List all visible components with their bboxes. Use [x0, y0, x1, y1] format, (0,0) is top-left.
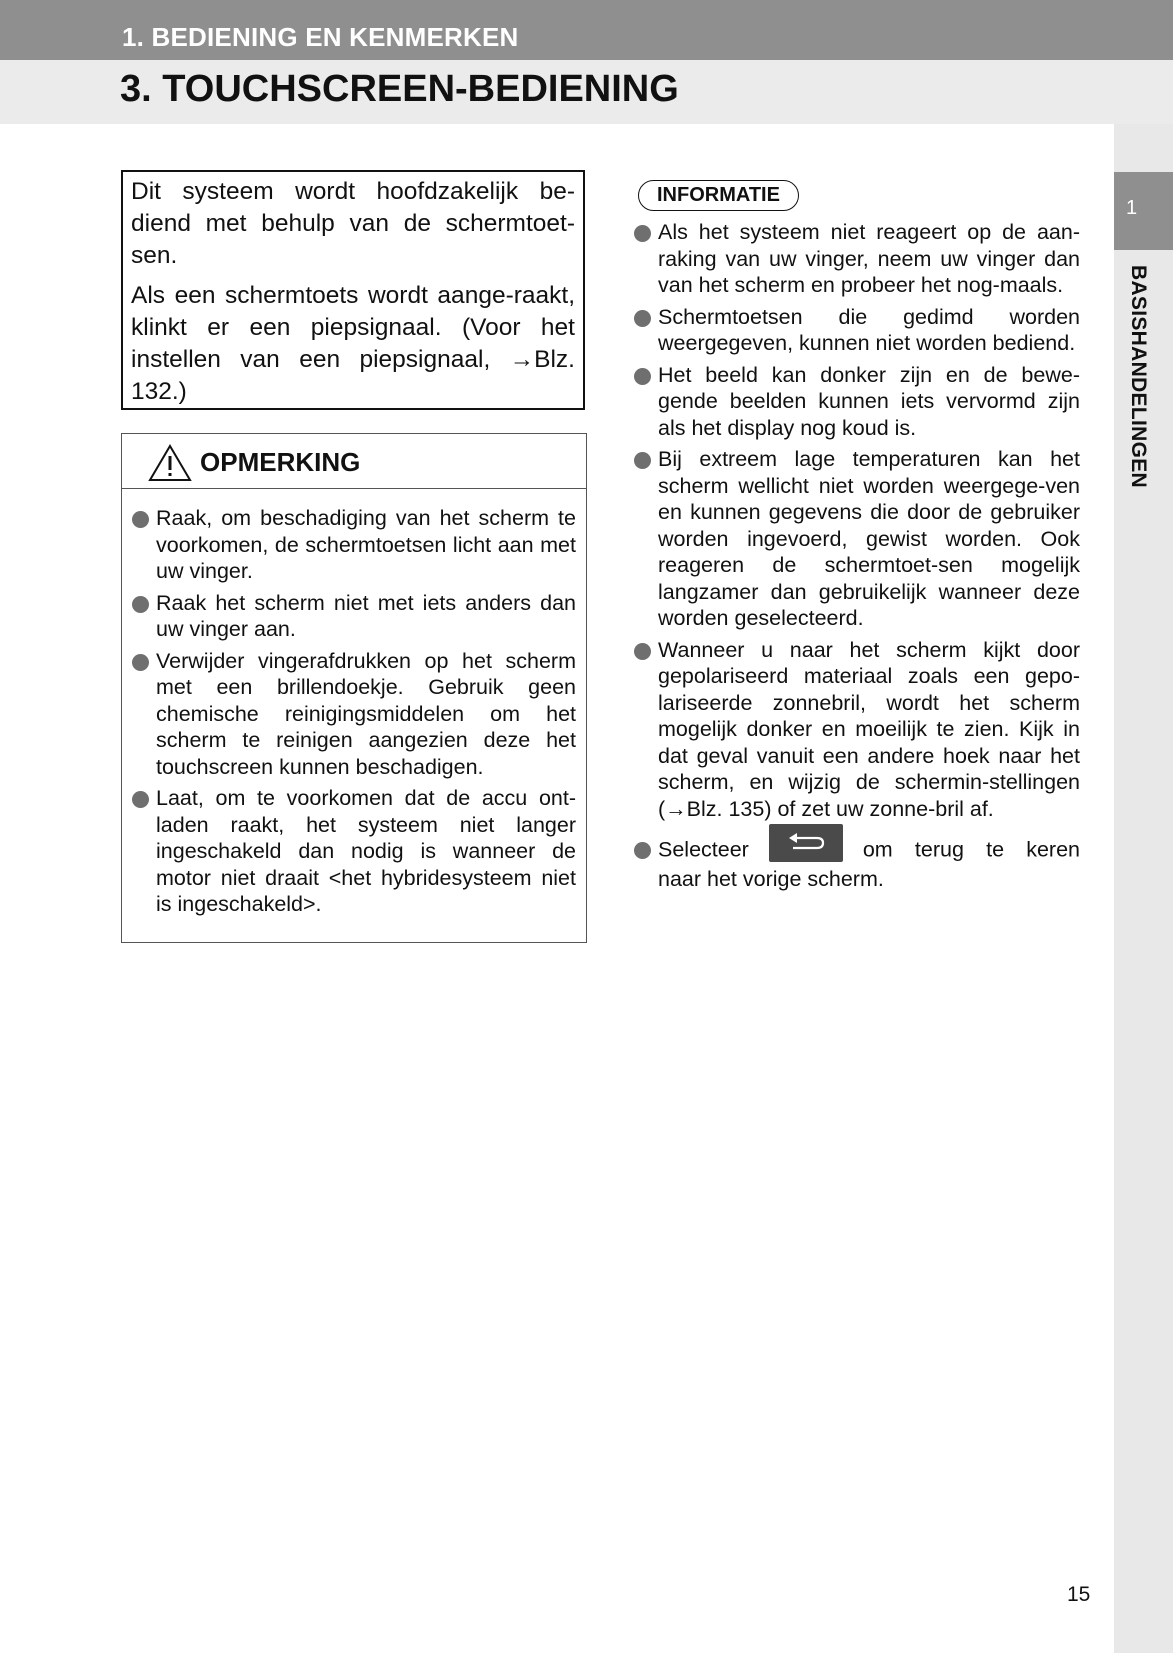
page-number: 15: [1067, 1583, 1091, 1606]
bullet-icon: [132, 596, 149, 613]
intro-box: [121, 170, 585, 410]
list-item: [132, 590, 576, 643]
information-label: INFORMATIE: [638, 180, 799, 211]
return-arrow-icon: [785, 832, 827, 854]
list-item-text: Raak het scherm niet met iets anders dan uw vinger aan.: [156, 590, 576, 641]
list-item: [132, 785, 576, 918]
chapter-title: 1. BEDIENING EN KENMERKEN: [122, 22, 519, 52]
information-column: [634, 180, 1080, 898]
list-item-text: Laat, om te voorkomen dat de accu ont-laden raakt, het systeem niet langer ingeschakeld dan nodig is wanneer de motor niet draait <het hybridesysteem niet is ingeschakeld>.: [156, 786, 576, 916]
back-button[interactable]: [769, 824, 843, 862]
list-item: [634, 219, 1080, 299]
side-tab-1[interactable]: [1114, 172, 1173, 250]
caution-box: [121, 433, 587, 943]
bullet-icon: [132, 654, 149, 671]
bullet-icon: [634, 643, 651, 660]
bullet-icon: [132, 791, 149, 808]
list-item-text: Raak, om beschadiging van het scherm te voorkomen, de schermtoetsen licht aan met uw vinger.: [156, 506, 576, 583]
list-item-text-before: Selecteer: [658, 837, 749, 862]
information-list: [634, 219, 1080, 893]
caution-header: [122, 434, 586, 489]
caution-list: [122, 489, 586, 918]
side-tab-number: 1: [1126, 197, 1138, 219]
list-item-text-after: om terug te keren naar het vorige scherm.: [658, 837, 1080, 891]
side-section-label: BASISHANDELINGEN: [1127, 265, 1150, 488]
list-item: [132, 505, 576, 585]
warning-triangle-icon: [148, 444, 192, 482]
section-title-band: [0, 60, 1173, 124]
chapter-header-bar: [0, 0, 1173, 60]
bullet-icon: [634, 310, 651, 327]
list-item: [132, 648, 576, 781]
list-item: [634, 362, 1080, 442]
list-item-text: Verwijder vingerafdrukken op het scherm met een brillendoekje. Gebruik geen chemische reinigingsmiddelen om het scherm te reinigen aangezien deze het touchscreen kunnen beschadigen.: [156, 648, 576, 779]
bullet-icon: [132, 511, 149, 528]
list-item-text: Wanneer u naar het scherm kijkt door gepolariseerd materiaal zoals een gepo-lariseerde zonnebril, wordt het scherm mogelijk donker en moeilijk te zien. Kijk in dat geval vanuit een andere hoek naar het scherm, en wijzig de schermin-stellingen (→Blz. 135) of zet uw zonne-bril af.: [658, 637, 1080, 821]
caution-title: OPMERKING: [200, 447, 361, 477]
list-item-text: Schermtoetsen die gedimd worden weergegeven, kunnen niet worden bediend.: [658, 304, 1080, 355]
list-item: [634, 446, 1080, 632]
list-item-text: Bij extreem lage temperaturen kan het scherm wellicht niet worden weergege-ven en kunnen gegevens die door de gebruiker worden ingevoerd, gewist worden. Ook reageren de schermtoet-sen mogelijk langzamer dan gebruikelijk wanneer deze worden geselecteerd.: [658, 447, 1080, 630]
list-item: [634, 637, 1080, 823]
list-item: [634, 304, 1080, 357]
bullet-icon: [634, 452, 651, 469]
bullet-icon: [634, 368, 651, 385]
list-item: [634, 836, 1080, 893]
list-item-text: Het beeld kan donker zijn en de bewe-gende beelden kunnen iets vervormd zijn als het display nog koud is.: [658, 362, 1080, 440]
intro-paragraph: Als een schermtoets wordt aange-raakt, klinkt er een piepsignaal. (Voor het instellen van een piepsignaal, →Blz. 132.): [131, 282, 575, 405]
list-item-text: Als het systeem niet reageert op de aan-raking van uw vinger, neem uw vinger dan van het scherm en probeer het nog-maals.: [658, 220, 1080, 297]
bullet-icon: [634, 842, 651, 859]
intro-paragraph: Dit systeem wordt hoofdzakelijk be-diend met behulp van de schermtoet-sen.: [131, 178, 575, 269]
page-title: 3. TOUCHSCREEN-BEDIENING: [120, 68, 679, 110]
bullet-icon: [634, 225, 651, 242]
